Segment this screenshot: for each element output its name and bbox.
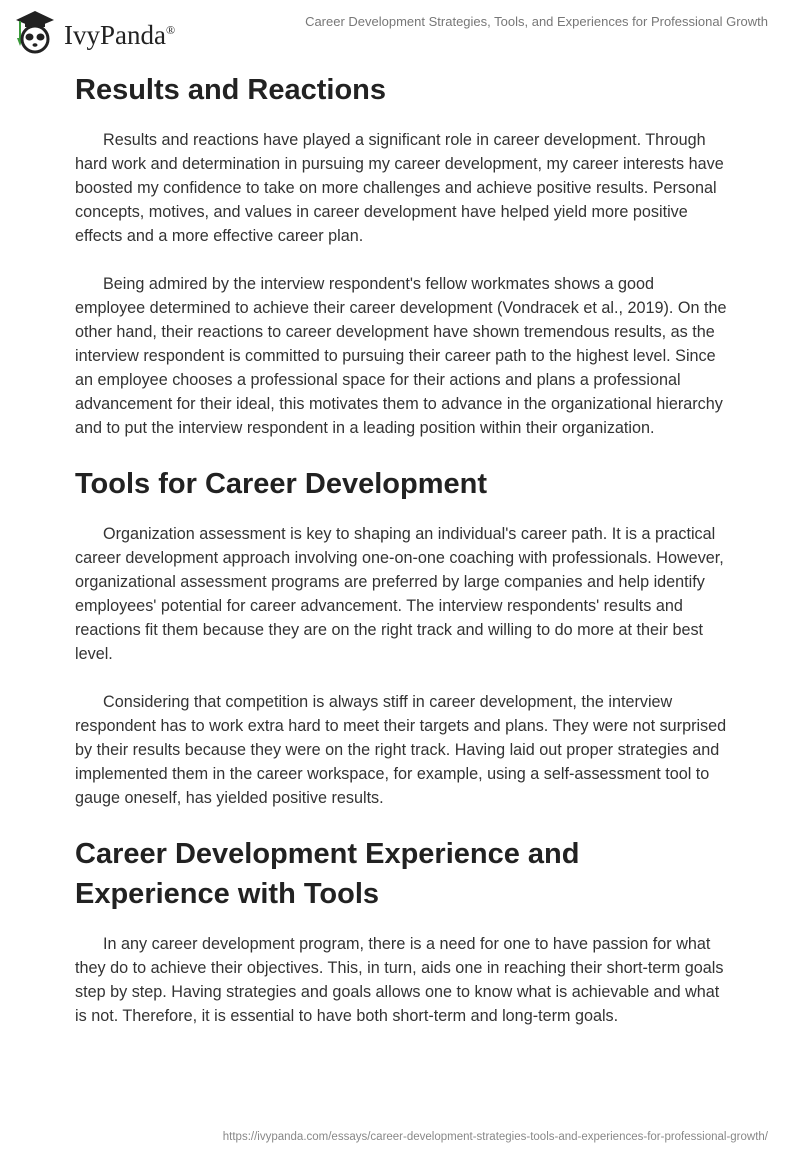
paragraph: In any career development program, there is a need for one to have passion for what they do to achieve their objectives. This, in turn, aids one in reaching their short-term goals step by step. Having strategies and goals allows one to know what is achievable and what is not. Therefore, it is essential to have both short-term and long-term goals.: [75, 935, 724, 1025]
paragraph: Organization assessment is key to shaping an individual's career path. It is a practical career development approach involving one-on-one coaching with professionals. However, organizational assessment programs are preferred by large companies and help identify employees' potential for career advancement. The interview respondents' results and reactions fit them because they are on the right track and willing to do more at their best level.: [75, 525, 724, 663]
paragraph: Considering that competition is always stiff in career development, the interview respondent has to work extra hard to meet their targets and plans. They were not surprised by their results because they were on the right track. Having laid out proper strategies and implemented them in the career workspace, for example, using a self-assessment tool to gauge oneself, has yielded positive results.: [75, 693, 727, 807]
article-content: [75, 70, 727, 1052]
paragraph: Results and reactions have played a significant role in career development. Through hard work and determination in pursuing my career development, my career interests have boosted my confidence to take on more challenges and achieve positive results. Personal concepts, motives, and values in career development have helped yield more positive effects and a more effective career plan.: [75, 131, 724, 245]
section-heading: Career Development Experience and Experience with Tools: [75, 838, 580, 910]
paragraph: Being admired by the interview respondent's fellow workmates shows a good employee determined to achieve their career development (Vondracek et al., 2019). On the other hand, their reactions to career development have shown tremendous results, as the interview respondent is committed to pursuing their career path to the highest level. Since an employee chooses a professional space for their actions and plans a professional advancement for their ideal, this motivates them to advance in the organizational hierarchy and to put the interview respondent in a leading position within their organization.: [75, 275, 727, 437]
section-heading: Results and Reactions: [75, 74, 387, 106]
source-url[interactable]: https://ivypanda.com/essays/career-development-strategies-tools-and-experiences-for-professional-growth/: [222, 1131, 768, 1143]
panda-logo-icon: [12, 8, 58, 54]
section-heading: Tools for Career Development: [75, 468, 488, 500]
logo-text: IvyPanda®: [64, 19, 176, 50]
logo[interactable]: [12, 8, 175, 54]
document-title: Career Development Strategies, Tools, and Experiences for Professional Growth: [305, 14, 768, 29]
